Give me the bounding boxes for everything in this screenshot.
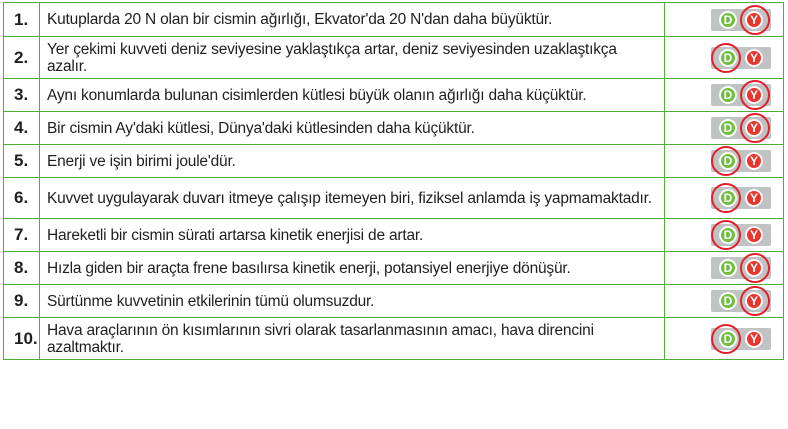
question-row: [4, 36, 783, 78]
answer-circle-mark: [740, 253, 770, 283]
answer-options: [711, 47, 771, 69]
answer-options: [711, 257, 771, 279]
answer-options: [711, 9, 771, 31]
answer-cell: [665, 3, 783, 36]
false-option-y[interactable]: Y: [745, 152, 763, 170]
question-text: Kutuplarda 20 N olan bir cismin ağırlığı, Ekvator'da 20 N'dan daha büyüktür.: [40, 3, 665, 36]
false-option-y[interactable]: Y: [745, 11, 763, 29]
answer-circle-mark: [711, 220, 741, 250]
question-number: 5.: [4, 145, 40, 177]
question-row: [4, 111, 783, 144]
false-option-y[interactable]: Y: [745, 119, 763, 137]
answer-cell: [665, 112, 783, 144]
question-number: 4.: [4, 112, 40, 144]
question-text: Bir cismin Ay'daki kütlesi, Dünya'daki kütlesinden daha küçüktür.: [40, 112, 665, 144]
question-text: Hareketli bir cismin sürati artarsa kinetik enerjisi de artar.: [40, 219, 665, 251]
question-number: 10.: [4, 318, 40, 359]
true-option-d[interactable]: D: [719, 119, 737, 137]
true-option-d[interactable]: D: [719, 86, 737, 104]
answer-cell: [665, 285, 783, 317]
answer-options: [711, 328, 771, 350]
answer-circle-mark: [740, 5, 770, 35]
false-option-y[interactable]: Y: [745, 330, 763, 348]
answer-circle-mark: [711, 324, 741, 354]
question-number: 7.: [4, 219, 40, 251]
question-number: 3.: [4, 79, 40, 111]
question-text: Enerji ve işin birimi joule'dür.: [40, 145, 665, 177]
question-text: Aynı konumlarda bulunan cisimlerden kütlesi büyük olanın ağırlığı daha küçüktür.: [40, 79, 665, 111]
answer-circle-mark: [711, 146, 741, 176]
question-text: Hızla giden bir araçta frene basılırsa kinetik enerji, potansiyel enerjiye dönüşür.: [40, 252, 665, 284]
question-number: 1.: [4, 3, 40, 36]
question-number: 8.: [4, 252, 40, 284]
false-option-y[interactable]: Y: [745, 292, 763, 310]
true-option-d[interactable]: D: [719, 259, 737, 277]
question-row: [4, 317, 783, 359]
question-number: 9.: [4, 285, 40, 317]
answer-cell: [665, 178, 783, 218]
answer-options: [711, 84, 771, 106]
answer-cell: [665, 318, 783, 359]
answer-cell: [665, 37, 783, 78]
answer-options: [711, 150, 771, 172]
true-option-d[interactable]: D: [719, 226, 737, 244]
question-number: 2.: [4, 37, 40, 78]
question-row: [4, 78, 783, 111]
true-option-d[interactable]: D: [719, 292, 737, 310]
question-row: [4, 3, 783, 36]
false-option-y[interactable]: Y: [745, 49, 763, 67]
false-option-y[interactable]: Y: [745, 259, 763, 277]
answer-options: [711, 290, 771, 312]
answer-cell: [665, 219, 783, 251]
answer-options: [711, 224, 771, 246]
answer-circle-mark: [711, 183, 741, 213]
false-option-y[interactable]: Y: [745, 86, 763, 104]
question-text: Yer çekimi kuvveti deniz seviyesine yaklaştıkça artar, deniz seviyesinden uzaklaştıkça azalır.: [40, 37, 665, 78]
answer-options: [711, 117, 771, 139]
answer-circle-mark: [740, 80, 770, 110]
false-option-y[interactable]: Y: [745, 189, 763, 207]
true-option-d[interactable]: D: [719, 11, 737, 29]
false-option-y[interactable]: Y: [745, 226, 763, 244]
question-text: Hava araçlarının ön kısımlarının sivri olarak tasarlanmasının amacı, hava direncini azaltmaktır.: [40, 318, 665, 359]
question-text: Sürtünme kuvvetinin etkilerinin tümü olumsuzdur.: [40, 285, 665, 317]
question-row: [4, 144, 783, 177]
question-row: [4, 251, 783, 284]
question-row: [4, 177, 783, 218]
answer-cell: [665, 145, 783, 177]
true-option-d[interactable]: D: [719, 49, 737, 67]
question-row: [4, 218, 783, 251]
question-text: Kuvvet uygulayarak duvarı itmeye çalışıp itemeyen biri, fiziksel anlamda iş yapmamaktadır.: [40, 178, 665, 218]
true-option-d[interactable]: D: [719, 330, 737, 348]
question-number: 6.: [4, 178, 40, 218]
true-option-d[interactable]: D: [719, 189, 737, 207]
answer-cell: [665, 252, 783, 284]
answer-circle-mark: [711, 43, 741, 73]
true-false-table: [3, 2, 784, 360]
answer-options: [711, 187, 771, 209]
question-row: [4, 284, 783, 317]
true-option-d[interactable]: D: [719, 152, 737, 170]
answer-cell: [665, 79, 783, 111]
answer-circle-mark: [740, 286, 770, 316]
answer-circle-mark: [740, 113, 770, 143]
